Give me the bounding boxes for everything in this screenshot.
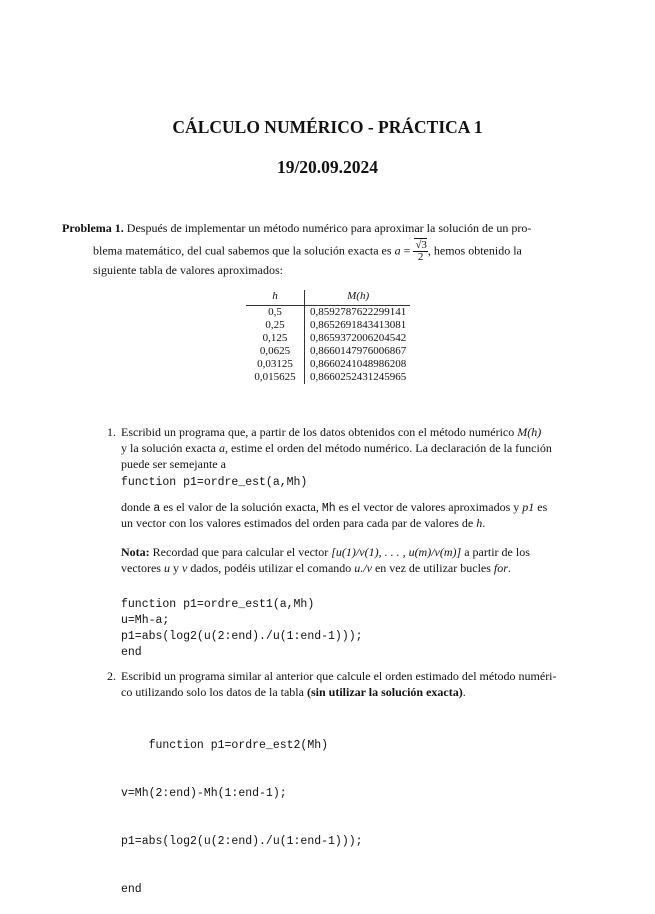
table-row [246, 319, 410, 332]
item-2-text-2a: co utilizando solo los datos de la tabla [121, 685, 304, 699]
problem-text-2a: blema matemático, del cual sabemos que la solución exacta es [93, 243, 392, 258]
item-1-text-1: Escribid un programa que, a partir de los datos obtenidos con el método numérico [121, 425, 515, 439]
item-1-text-2b: , estime el orden del método numérico. La declaración de la función [224, 441, 552, 455]
code-line: p1=abs(log2(u(2:end)./u(1:end-1))); [121, 630, 363, 643]
cell-m: 0,8660241048986208 [310, 358, 407, 370]
exact-solution-fraction [413, 240, 428, 263]
code-declaration: function p1=ordre_est(a,Mh) [121, 476, 308, 489]
column-header-h: h [246, 290, 305, 306]
desc-text-1: donde [121, 500, 151, 514]
column-header-m: M(h) [305, 290, 411, 306]
note-text-y: y [172, 561, 179, 575]
problem-text-2b: , hemos obtenido la [427, 243, 522, 258]
values-table-container [246, 290, 410, 384]
note-period: . [507, 561, 511, 575]
code-line: end [121, 883, 142, 896]
desc-var-h: h [476, 516, 483, 530]
item-1-desc-line-2 [121, 515, 581, 531]
cell-h: 0,25 [246, 319, 305, 332]
table-row [246, 371, 410, 384]
page-date: 19/20.09.2024 [276, 157, 379, 177]
table-row [246, 345, 410, 358]
exact-solution-var: a [394, 243, 401, 258]
table-row [246, 358, 410, 371]
note-for: for [493, 561, 508, 575]
code-line: p1=abs(log2(u(2:end)./u(1:end-1))); [121, 835, 363, 848]
item-2-line-1: Escribid un programa similar al anterior que calcule el orden estimado del método numéri- [121, 669, 557, 683]
cell-h: 0,015625 [246, 371, 305, 384]
problem-intro-line-2 [93, 240, 583, 263]
item-2-bold: (sin utilizar la solución exacta) [306, 685, 463, 699]
problem-intro-line-1 [62, 220, 582, 236]
code-line: u=Mh-a; [121, 614, 170, 627]
item-1-line-3: puede ser semejante a [121, 457, 226, 471]
desc-var-mh: Mh [321, 502, 336, 515]
note-text-1: Recordad que para calcular el vector [152, 545, 329, 559]
page-title: CÁLCULO NUMÉRICO - PRÁCTICA 1 [172, 117, 483, 137]
note-vector: [u(1)/v(1), . . . , u(m)/v(m)] [331, 545, 462, 559]
note-label: Nota: [121, 545, 150, 559]
code-line: v=Mh(2:end)-Mh(1:end-1); [121, 787, 287, 800]
item-1-number: 1. [107, 425, 116, 439]
note-line-2 [121, 560, 581, 576]
cell-m: 0,8592787622299141 [310, 306, 407, 318]
cell-h: 0,125 [246, 332, 305, 345]
sqrt-three: √3 [415, 239, 427, 251]
code-line: function p1=ordre_est1(a,Mh) [121, 598, 315, 611]
item-1-line-2 [121, 440, 581, 456]
code-block-1 [121, 597, 363, 661]
problem-text-1: Después de implementar un método numérico para aproximar la solución de un pro- [126, 221, 532, 235]
desc-text-3: es el vector de valores aproximados y [338, 500, 520, 514]
note-text-3: vectores [121, 561, 161, 575]
desc-var-p1: p1 [522, 500, 535, 514]
note-var-u: u [163, 561, 170, 575]
table-row [246, 306, 410, 320]
cell-h: 0,0625 [246, 345, 305, 358]
desc-var-a: a [153, 502, 161, 515]
note-command: u./v [354, 561, 372, 575]
code-block-2 [121, 706, 363, 914]
cell-m: 0,8659372006204542 [310, 332, 407, 344]
item-2-period: . [462, 685, 466, 699]
code-line: function p1=ordre_est2(Mh) [121, 739, 329, 752]
desc-text-2: es el valor de la solución exacta, [163, 500, 319, 514]
item-1-line-1 [121, 424, 581, 440]
cell-h: 0,03125 [246, 358, 305, 371]
table-row [246, 332, 410, 345]
cell-h: 0,5 [246, 306, 305, 320]
desc-text-5: un vector con los valores estimados del orden para cada par de valores de [121, 516, 474, 530]
cell-m: 0,8652691843413081 [310, 319, 407, 331]
item-1-text-2a: y la solución exacta [121, 441, 216, 455]
desc-text-4: es [537, 500, 548, 514]
exact-var: a [218, 441, 225, 455]
problem-intro-line-3: siguiente tabla de valores aproximados: [93, 263, 283, 277]
cell-m: 0,8660147976006867 [310, 345, 407, 357]
note-text-2: a partir de los [464, 545, 530, 559]
fraction-denominator: 2 [417, 251, 424, 263]
note-var-v: v [181, 561, 188, 575]
values-table [246, 290, 410, 384]
note-text-5: en vez de utilizar bucles [374, 561, 491, 575]
equals-sign: = [403, 243, 411, 258]
code-line: end [121, 646, 142, 659]
item-2-line-2 [121, 684, 581, 700]
note-line-1 [121, 544, 581, 560]
note-text-4: dados, podéis utilizar el comando [190, 561, 352, 575]
item-2-number: 2. [107, 669, 116, 683]
problem-label: Problema 1. [62, 221, 124, 235]
desc-period: . [482, 516, 486, 530]
cell-m: 0,8660252431245965 [310, 371, 407, 383]
method-var: M(h) [517, 425, 542, 439]
